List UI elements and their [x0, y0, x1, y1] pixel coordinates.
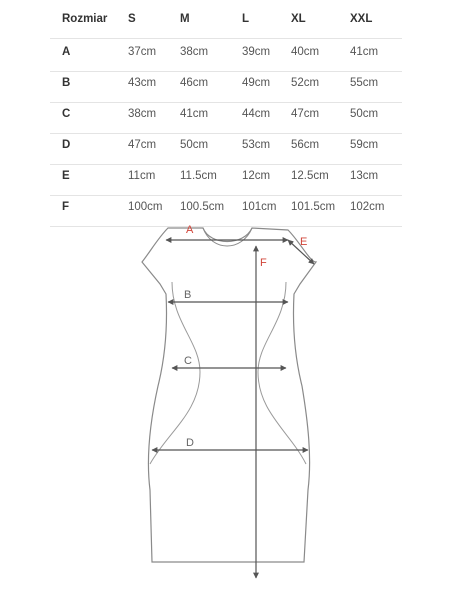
table-cell: 100.5cm	[180, 201, 225, 213]
table-cell: 13cm	[350, 170, 379, 182]
row-label: A	[62, 46, 71, 58]
header-s: S	[128, 13, 136, 25]
row-label: F	[62, 201, 70, 213]
table-cell: 102cm	[350, 201, 385, 213]
table-cell: 56cm	[291, 139, 320, 151]
label-f: F	[260, 257, 267, 269]
header-rozmiar: Rozmiar	[62, 13, 108, 25]
header-xl: XL	[291, 13, 306, 25]
label-e: E	[300, 236, 308, 248]
table-cell: 46cm	[180, 77, 209, 89]
table-cell: 47cm	[128, 139, 157, 151]
table-cell: 49cm	[242, 77, 271, 89]
label-c: C	[184, 355, 192, 367]
header-m: M	[180, 13, 190, 25]
label-d: D	[186, 437, 194, 449]
row-label: C	[62, 108, 71, 120]
table-cell: 12.5cm	[291, 170, 329, 182]
dress-outline	[142, 228, 316, 562]
table-cell: 43cm	[128, 77, 157, 89]
table-cell: 55cm	[350, 77, 379, 89]
table-cell: 53cm	[242, 139, 271, 151]
table-cell: 101cm	[242, 201, 277, 213]
header-xxl: XXL	[350, 13, 373, 25]
table-cell: 100cm	[128, 201, 163, 213]
table-cell: 40cm	[291, 46, 320, 58]
table-cell: 39cm	[242, 46, 271, 58]
table-cell: 38cm	[128, 108, 157, 120]
table-cell: 52cm	[291, 77, 320, 89]
row-label: E	[62, 170, 70, 182]
table-cell: 50cm	[180, 139, 209, 151]
label-a: A	[186, 224, 194, 236]
table-cell: 12cm	[242, 170, 271, 182]
table-cell: 41cm	[180, 108, 209, 120]
table-cell: 41cm	[350, 46, 379, 58]
header-l: L	[242, 13, 250, 25]
label-b: B	[184, 289, 192, 301]
dress-sketch	[0, 222, 452, 584]
dress-measurement-diagram	[0, 222, 452, 584]
table-cell: 11.5cm	[180, 170, 217, 182]
table-cell: 44cm	[242, 108, 271, 120]
row-label: D	[62, 139, 71, 151]
table-cell: 37cm	[128, 46, 157, 58]
table-cell: 47cm	[291, 108, 320, 120]
table-cell: 101.5cm	[291, 201, 336, 213]
row-label: B	[62, 77, 71, 89]
table-cell: 59cm	[350, 139, 379, 151]
table-cell: 38cm	[180, 46, 209, 58]
table-cell: 11cm	[128, 170, 156, 182]
table-cell: 50cm	[350, 108, 379, 120]
